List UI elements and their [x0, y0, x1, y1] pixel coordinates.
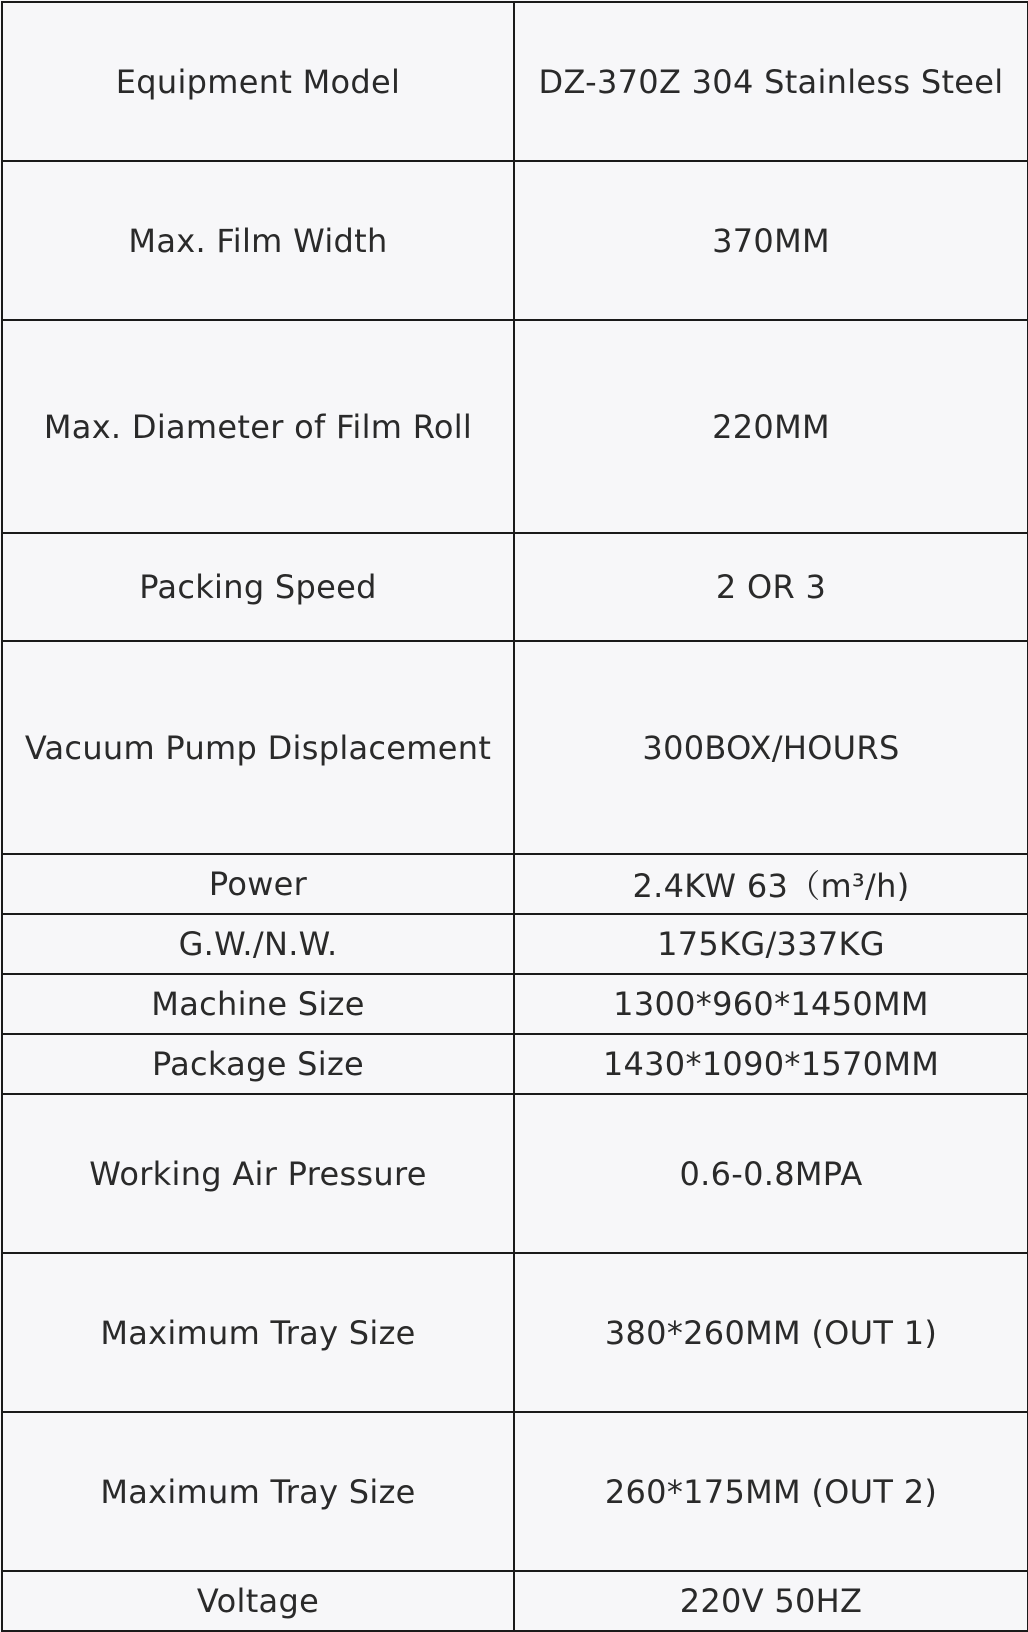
spec-label: Maximum Tray Size: [2, 1412, 514, 1571]
spec-label: Vacuum Pump Displacement: [2, 641, 514, 854]
spec-label: Working Air Pressure: [2, 1094, 514, 1253]
table-row: [2, 1253, 1028, 1412]
table-row: [2, 1571, 1028, 1631]
table-row: [2, 1094, 1028, 1253]
table-row: [2, 2, 1028, 161]
spec-value: DZ-370Z 304 Stainless Steel: [514, 2, 1028, 161]
spec-label: Packing Speed: [2, 533, 514, 641]
spec-value: 380*260MM (OUT 1): [514, 1253, 1028, 1412]
table-row: [2, 320, 1028, 533]
table-row: [2, 1412, 1028, 1571]
table-row: [2, 641, 1028, 854]
table-row: [2, 974, 1028, 1034]
spec-label: Max. Film Width: [2, 161, 514, 320]
spec-table: [1, 1, 1028, 1632]
spec-value: 300BOX/HOURS: [514, 641, 1028, 854]
spec-label: Equipment Model: [2, 2, 514, 161]
spec-value: 2 OR 3: [514, 533, 1028, 641]
spec-value: 220MM: [514, 320, 1028, 533]
spec-value: 175KG/337KG: [514, 914, 1028, 974]
spec-label: Max. Diameter of Film Roll: [2, 320, 514, 533]
spec-value: 2.4KW 63（m³/h): [514, 854, 1028, 914]
table-row: [2, 914, 1028, 974]
table-row: [2, 533, 1028, 641]
spec-label: Power: [2, 854, 514, 914]
spec-label: Package Size: [2, 1034, 514, 1094]
table-row: [2, 161, 1028, 320]
spec-value: 370MM: [514, 161, 1028, 320]
spec-value: 220V 50HZ: [514, 1571, 1028, 1631]
spec-label: Maximum Tray Size: [2, 1253, 514, 1412]
table-row: [2, 1034, 1028, 1094]
spec-label: Voltage: [2, 1571, 514, 1631]
spec-label: Machine Size: [2, 974, 514, 1034]
spec-value: 1430*1090*1570MM: [514, 1034, 1028, 1094]
spec-value: 0.6-0.8MPA: [514, 1094, 1028, 1253]
spec-value: 260*175MM (OUT 2): [514, 1412, 1028, 1571]
table-row: [2, 854, 1028, 914]
spec-label: G.W./N.W.: [2, 914, 514, 974]
spec-value: 1300*960*1450MM: [514, 974, 1028, 1034]
